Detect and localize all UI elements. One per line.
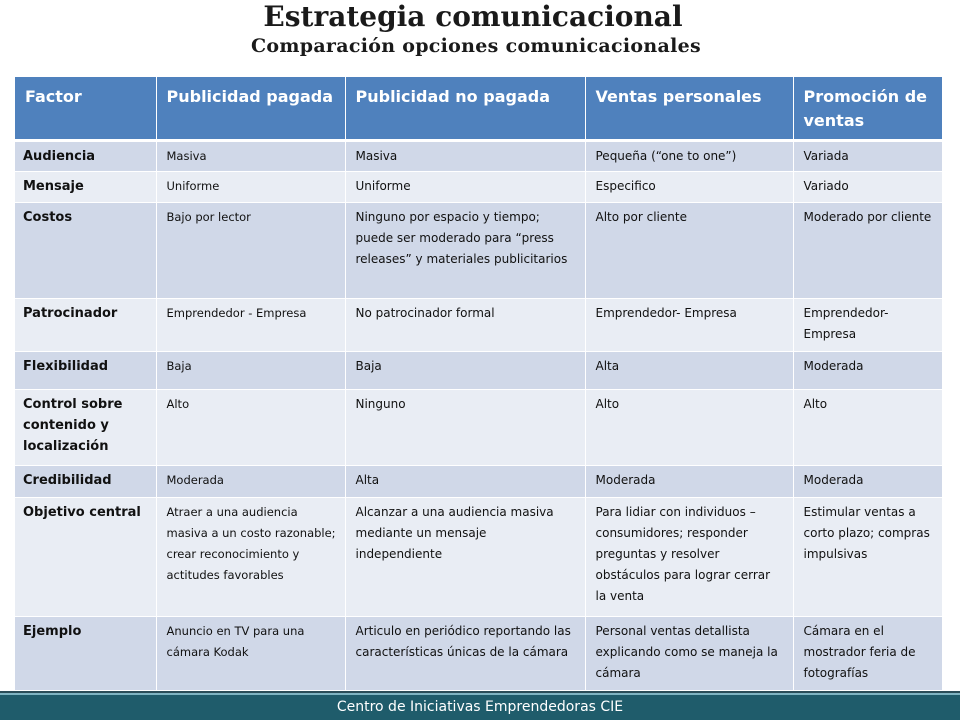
table-cell: No patrocinador formal [345,299,585,352]
table-row [15,390,942,466]
table-cell: Masiva [156,141,345,172]
table-cell: Ninguno por espacio y tiempo; puede ser moderado para “press releases” y materiales publicitarios [345,203,585,299]
table-row [15,299,942,352]
column-header-publicidad-pagada: Publicidad pagada [156,77,345,141]
table-cell: Moderada [793,352,942,390]
slide-title: Estrategia comunicacional [263,0,683,33]
table-row [15,617,942,691]
table-cell: Alto por cliente [585,203,793,299]
table-row [15,498,942,617]
table-row [15,352,942,390]
table-row [15,203,942,299]
column-header-factor: Factor [15,77,156,141]
table-cell: Moderado por cliente [793,203,942,299]
row-factor-cell: Objetivo central [15,498,156,617]
table-row [15,172,942,203]
table-cell: Uniforme [156,172,345,203]
comparison-table [15,77,943,691]
footer-text: Centro de Iniciativas Emprendedoras CIE [336,699,624,715]
row-factor-cell: Flexibilidad [15,352,156,390]
column-header-promocion-de-ventas: Promoción de ventas [793,77,942,141]
table-cell: Alto [585,390,793,466]
row-factor-cell: Patrocinador [15,299,156,352]
table-cell: Baja [345,352,585,390]
table-cell: Variado [793,172,942,203]
table-cell: Moderada [156,466,345,498]
table-cell: Alta [345,466,585,498]
row-factor-cell: Ejemplo [15,617,156,691]
table-cell: Emprendedor- Empresa [585,299,793,352]
table-cell: Personal ventas detallista explicando como se maneja la cámara [585,617,793,691]
row-factor-cell: Mensaje [15,172,156,203]
table-cell: Pequeña (“one to one”) [585,141,793,172]
table-cell: Moderada [793,466,942,498]
table-cell: Variada [793,141,942,172]
table-cell: Alto [793,390,942,466]
table-cell: Para lidiar con individuos – consumidores; responder preguntas y resolver obstáculos para lograr cerrar la venta [585,498,793,617]
table-cell: Alta [585,352,793,390]
table-cell: Bajo por lector [156,203,345,299]
row-factor-cell: Audiencia [15,141,156,172]
table-cell: Emprendedor- Empresa [793,299,942,352]
row-factor-cell: Costos [15,203,156,299]
table-row [15,141,942,172]
table-cell: Uniforme [345,172,585,203]
table-row [15,466,942,498]
row-factor-cell: Control sobre contenido y localización [15,390,156,466]
table-cell: Moderada [585,466,793,498]
table-cell: Anuncio en TV para una cámara Kodak [156,617,345,691]
column-header-publicidad-no-pagada: Publicidad no pagada [345,77,585,141]
table-header-row [15,77,942,141]
table-cell: Emprendedor - Empresa [156,299,345,352]
slide-subtitle: Comparación opciones comunicacionales [250,35,702,57]
table-cell: Especifico [585,172,793,203]
column-header-ventas-personales: Ventas personales [585,77,793,141]
table-cell: Ninguno [345,390,585,466]
table-cell: Articulo en periódico reportando las características únicas de la cámara [345,617,585,691]
footer-bar [0,693,960,720]
table-cell: Masiva [345,141,585,172]
table-cell: Estimular ventas a corto plazo; compras impulsivas [793,498,942,617]
table-cell: Baja [156,352,345,390]
table-cell: Alto [156,390,345,466]
table-cell: Alcanzar a una audiencia masiva mediante un mensaje independiente [345,498,585,617]
table-cell: Atraer a una audiencia masiva a un costo razonable; crear reconocimiento y actitudes favorables [156,498,345,617]
table-cell: Cámara en el mostrador feria de fotografías [793,617,942,691]
row-factor-cell: Credibilidad [15,466,156,498]
